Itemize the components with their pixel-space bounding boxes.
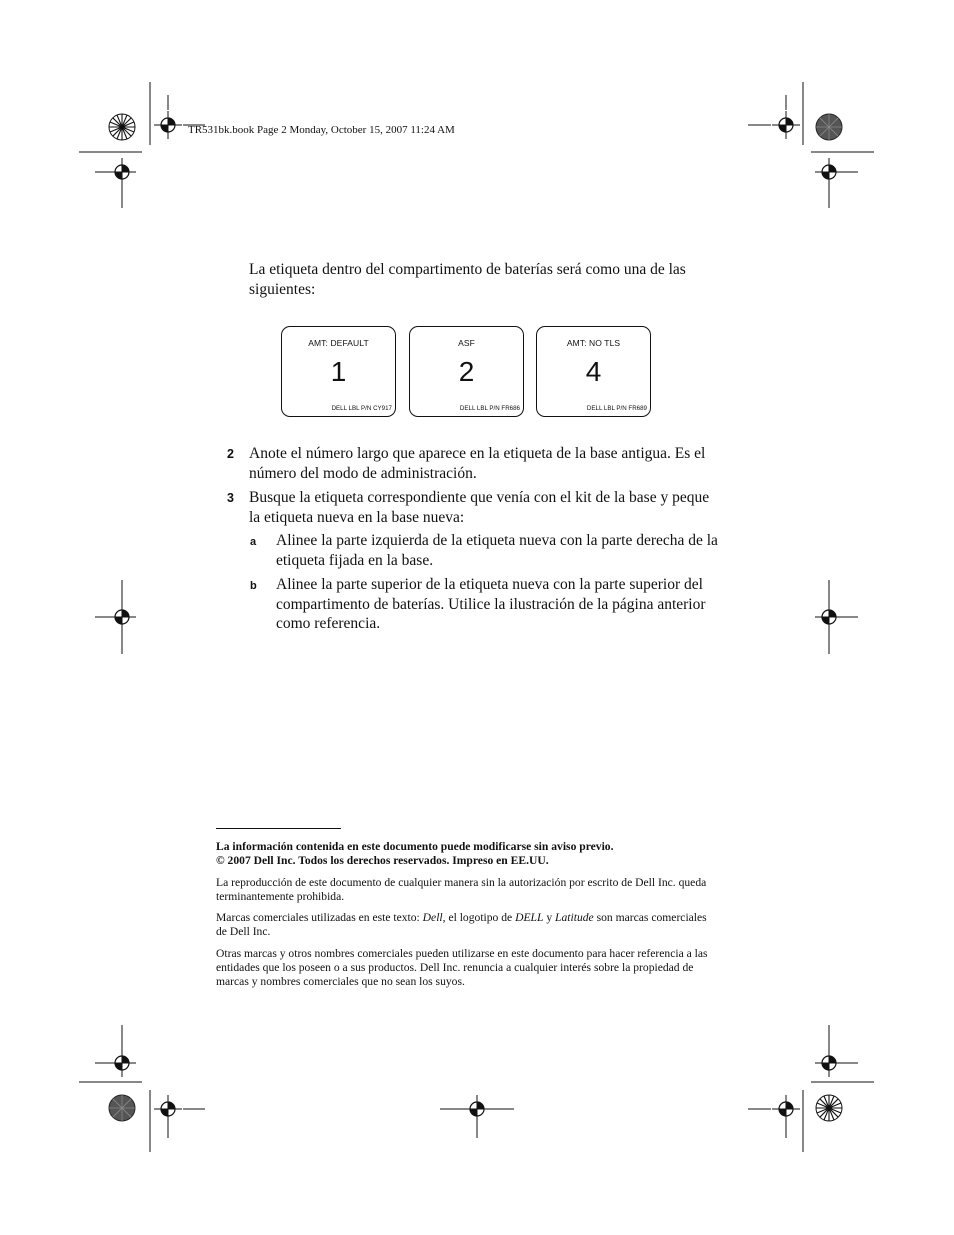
trademark-mid: , el logotipo de: [442, 911, 516, 924]
step-text: Anote el número largo que aparece en la etiqueta de la base antigua. Es el número del modo de administración.: [249, 445, 706, 482]
trademark-text: [216, 911, 716, 939]
trademark-dell-logo: DELL: [515, 911, 544, 924]
trademark-suffix: son marcas comerciales de Dell Inc.: [216, 911, 707, 939]
label-part-number: DELL LBL P/N FR686: [459, 405, 520, 412]
label-mode-title: ASF: [458, 338, 475, 348]
label-part-number: DELL LBL P/N CY917: [331, 405, 392, 412]
trademark-notice: [216, 911, 716, 939]
label-mode-number: 1: [330, 356, 347, 387]
label-mode-number: 4: [585, 356, 602, 387]
step-number: 3: [227, 491, 234, 505]
step-text: Busque la etiqueta correspondiente que venía con el kit de la base y peque la etiqueta nueva en la base nueva:: [249, 489, 710, 526]
label-mode-title: AMT: DEFAULT: [308, 338, 369, 348]
other-marks-notice: [216, 947, 716, 990]
step-number: 2: [227, 447, 234, 461]
substep-text: Alinee la parte superior de la etiqueta nueva con la parte superior del compartimento de baterías. Utilice la ilustración de la página anterior como referencia.: [276, 576, 706, 632]
copyright-notice: [216, 840, 716, 868]
trademark-mid: y: [543, 911, 556, 924]
footnote-divider: [216, 828, 341, 829]
trademark-latitude: Latitude: [555, 911, 594, 924]
substep-text: Alinee la parte izquierda de la etiqueta nueva con la parte derecha de la etiqueta fijada en la base.: [276, 532, 718, 569]
label-part-number: DELL LBL P/N FR689: [586, 405, 647, 412]
intro-paragraph: La etiqueta dentro del compartimento de baterías será como una de las siguientes:: [249, 261, 686, 298]
trademark-dell: Dell: [422, 911, 443, 924]
reproduction-notice: [216, 876, 716, 904]
battery-label-card: [409, 326, 524, 417]
battery-label-card: [536, 326, 651, 417]
print-slug: TR531bk.book Page 2 Monday, October 15, 2007 11:24 AM: [188, 124, 455, 136]
substep-letter: b: [250, 580, 257, 592]
reproduction-text: La reproducción de este documento de cualquier manera sin la autorización por escrito de Dell Inc. queda terminantemente prohibida.: [216, 876, 707, 904]
label-mode-number: 2: [458, 356, 475, 387]
battery-label-card: [281, 326, 396, 417]
notice-line: La información contenida en este documento puede modificarse sin aviso previo.: [216, 840, 614, 853]
copyright-line: © 2007 Dell Inc. Todos los derechos reservados. Impreso en EE.UU.: [216, 854, 549, 868]
battery-label-illustration: [281, 326, 653, 418]
label-mode-title: AMT: NO TLS: [566, 338, 621, 348]
trademark-prefix: Marcas comerciales utilizadas en este texto:: [216, 911, 423, 924]
substep-letter: a: [250, 536, 257, 548]
other-marks-text: Otras marcas y otros nombres comerciales pueden utilizarse en este documento para hacer referencia a las entidades que los poseen o a sus productos. Dell Inc. renuncia a cualquier interés sobre la propiedad de marcas y nombres comerciales que no sean los suyos.: [216, 947, 708, 989]
